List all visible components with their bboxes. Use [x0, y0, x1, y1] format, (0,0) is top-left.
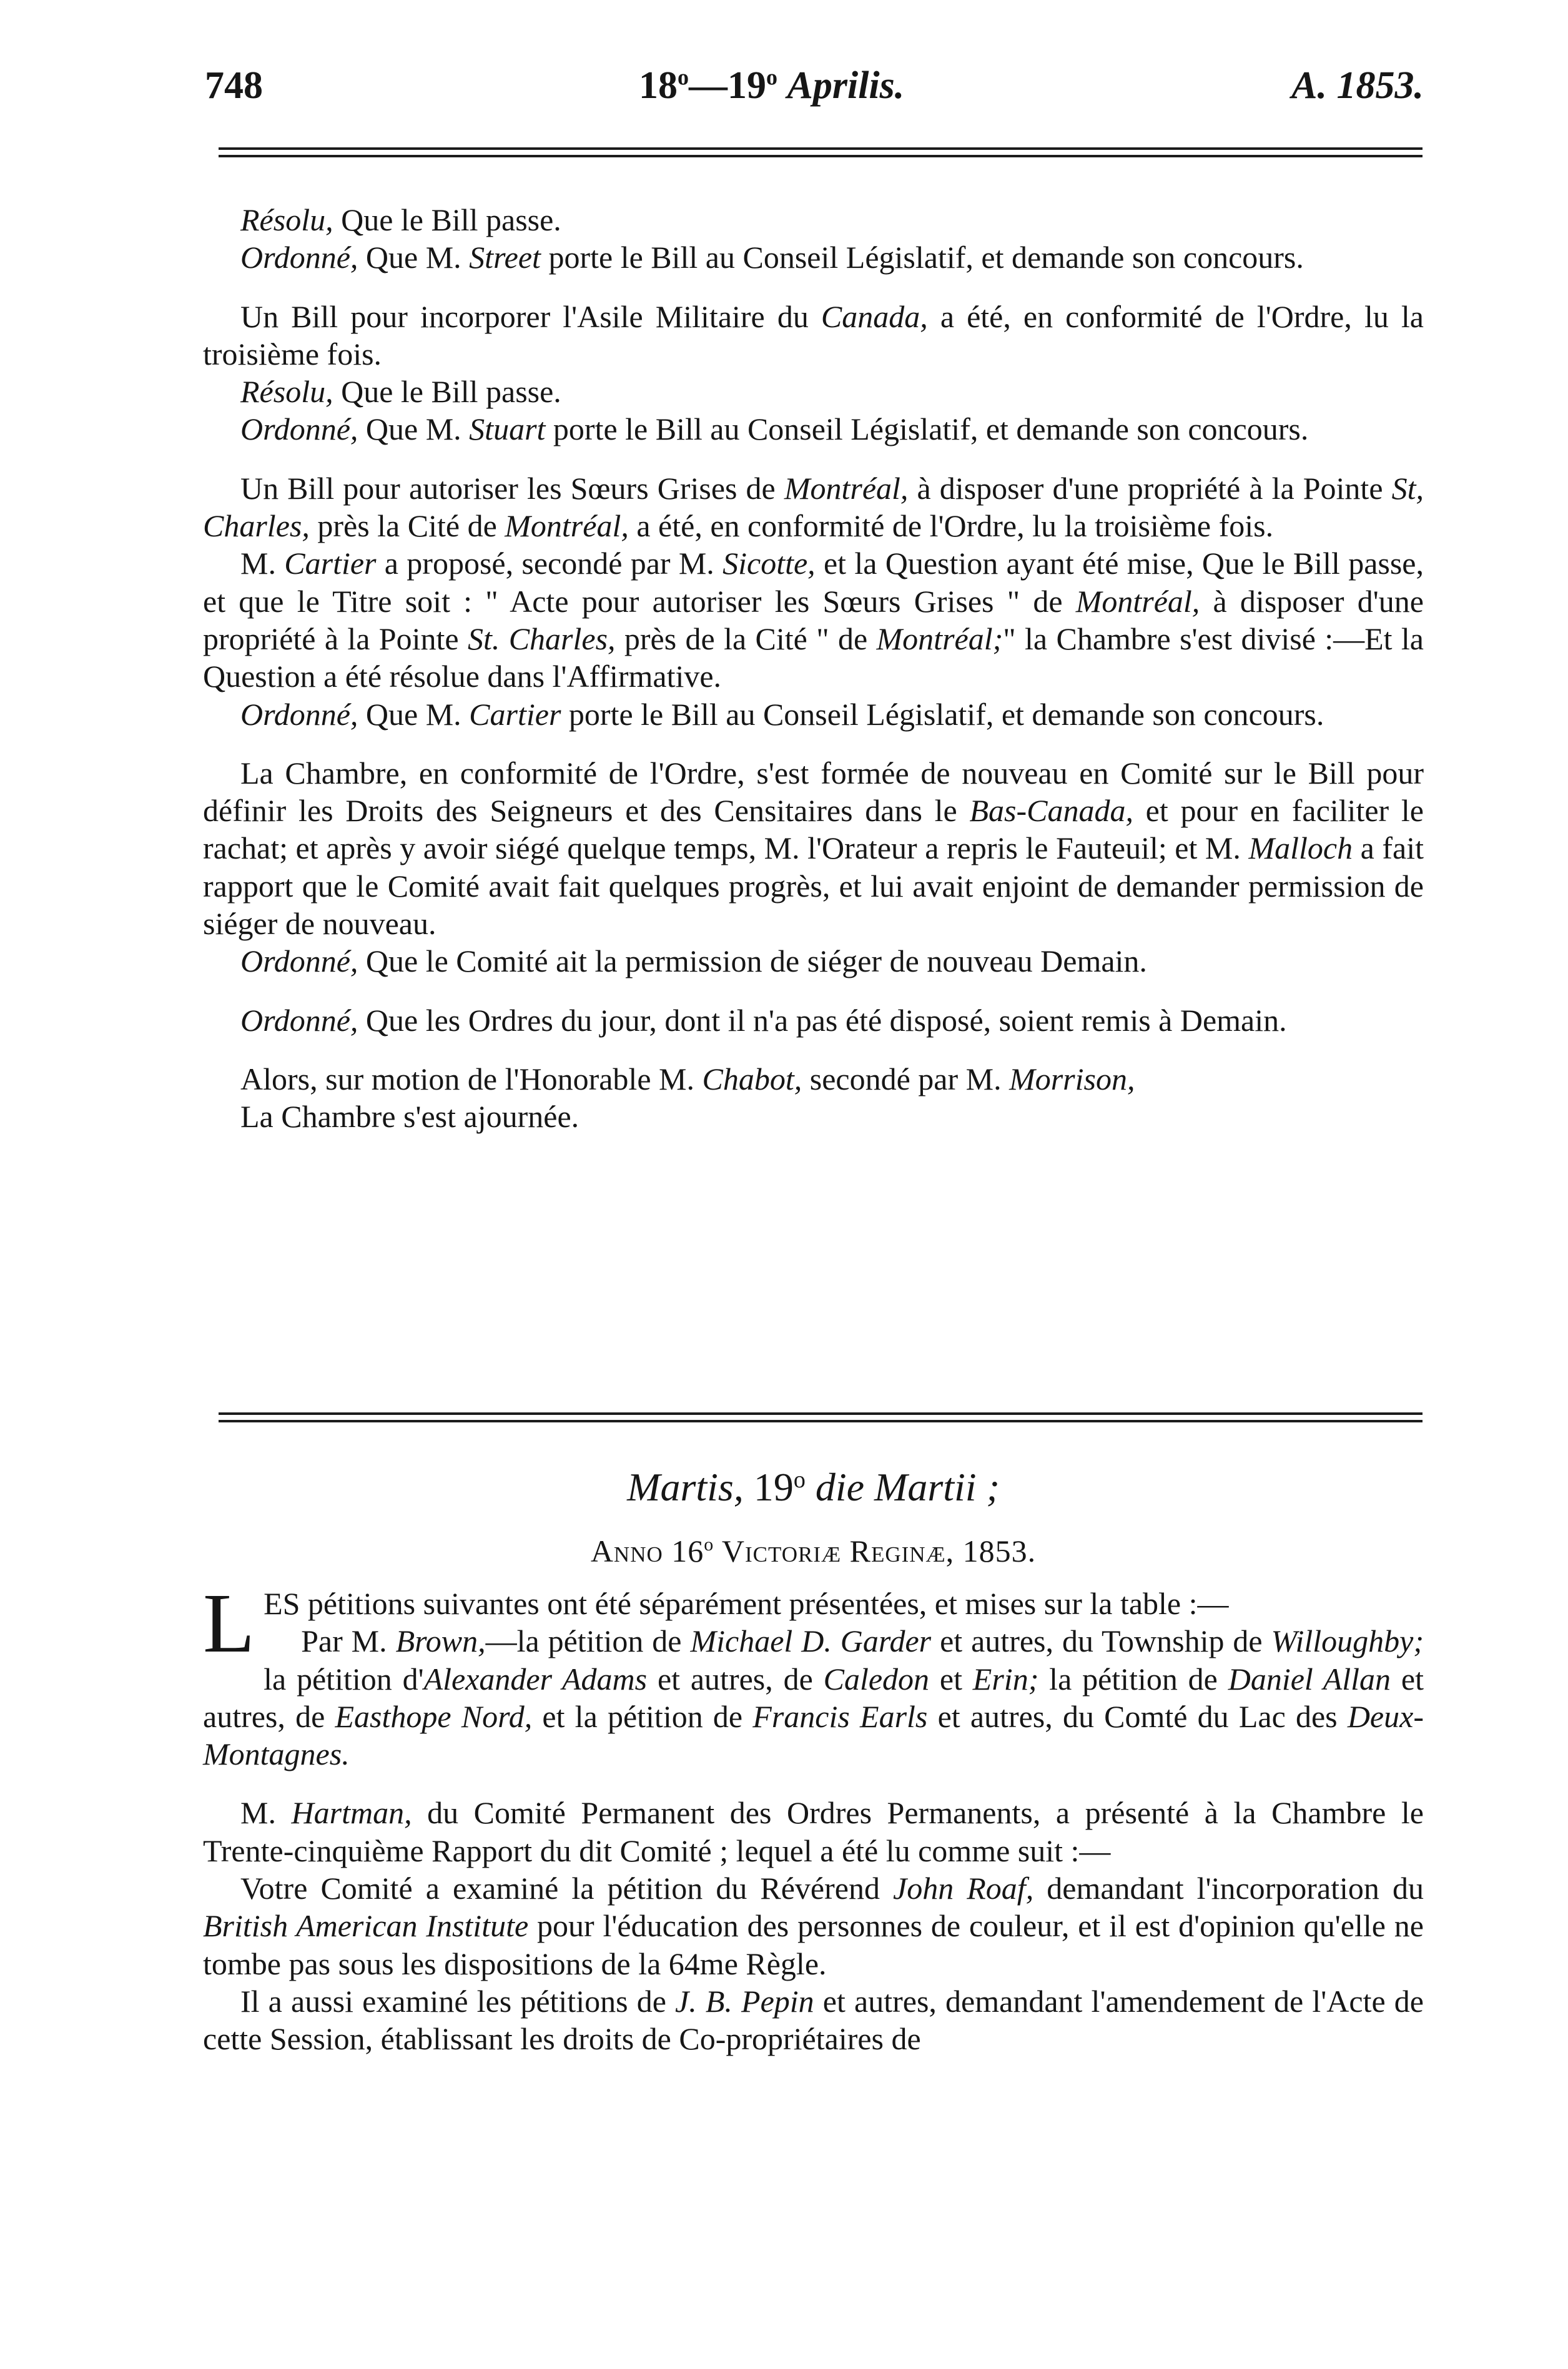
- proceedings-18-april: [203, 201, 1424, 1136]
- ordres-du-jour: Ordonné, Que les Ordres du jour, dont il n'a pas été disposé, soient remis à Demain.: [240, 1002, 1287, 1038]
- report-roaf: Votre Comité a examiné la pétition du Révérend John Roaf, demandant l'incorporation du British American Institute pour l'éducation des personnes de couleur, et il est d'opinion qu'elle ne tombe pas sous les dispositions de la 64me Règle.: [203, 1871, 1424, 1981]
- petitions-brown: Par M. Brown,—la pétition de Michael D. Garder et autres, du Township de Willoughby; la pétition d'Alexander Adams et autres, de Caledon et Erin; la pétition de Daniel Allan et autres, de Easthope Nord, et la pétition de Francis Earls et autres, du Comté du Lac des Deux-Montagnes.: [203, 1623, 1424, 1772]
- hartman-report: M. Hartman, du Comité Permanent des Ordres Permanents, a présenté à la Chambre le Trente-cinquième Rapport du dit Comité ; lequel a été lu comme suit :—: [203, 1795, 1424, 1868]
- resolu-line-2: Résolu, Que le Bill passe.: [240, 374, 561, 410]
- header-date: 18$^o$—19$^o$ Aprilis.: [639, 64, 905, 107]
- bill-soeurs-grises: Un Bill pour autoriser les Sœurs Grises de Montréal, à disposer d'une propriété à la Pointe St, Charles, près la Cité de Montréal, a été, en conformité de l'Ordre, lu la troisième fois.: [203, 470, 1424, 544]
- ordonne-line-4: Ordonné, Que le Comité ait la permission de siéger de nouveau Demain.: [240, 943, 1147, 979]
- page-header: [205, 64, 1424, 120]
- resolu-line-1: Résolu, Que le Bill passe.: [240, 202, 561, 237]
- cartier-motion: M. Cartier a proposé, secondé par M. Sicotte, et la Question ayant été mise, Que le Bill passe, et que le Titre soit : " Acte pour autoriser les Sœurs Grises " de Montréal, à disposer d'une propriété à la Pointe St. Charles, près de la Cité " de Montréal;" la Chambre s'est divisé :—Et la Question a été résolue dans l'Affirmative.: [203, 546, 1424, 694]
- day-heading: Martis, 19$^o$ die Martii ;: [627, 1465, 1000, 1509]
- proceedings-19-march: [203, 1577, 1424, 2058]
- section-rule-bottom: [219, 1420, 1423, 1422]
- section-rule-top: [219, 1412, 1423, 1415]
- page-number: 748: [205, 64, 263, 107]
- header-month: Aprilis.: [787, 64, 905, 107]
- ordonne-line-1: Ordonné, Que M. Street porte le Bill au Conseil Législatif, et demande son concours.: [240, 240, 1304, 275]
- drop-cap: L: [203, 1577, 255, 1670]
- regnal-year: Anno 16$^o$ Victoriæ Reginæ, 1853.: [590, 1534, 1037, 1569]
- ordonne-line-2: Ordonné, Que M. Stuart porte le Bill au Conseil Législatif, et demande son concours.: [240, 411, 1309, 447]
- adjournment-motion: Alors, sur motion de l'Honorable M. Chabot, secondé par M. Morrison,: [240, 1061, 1135, 1096]
- comite-seigneurs: La Chambre, en conformité de l'Ordre, s'est formée de nouveau en Comité sur le Bill pour définir les Droits des Seigneurs et des Censitaires dans le Bas-Canada, et pour en faciliter le rachat; et après y avoir siégé quelque temps, M. l'Orateur a repris le Fauteuil; et M. Malloch a fait rapport que le Comité avait fait quelques progrès, et lui avait enjoint de demander permission de siéger de nouveau.: [203, 755, 1424, 942]
- header-year: A. 1853.: [1291, 64, 1424, 107]
- header-rule-bottom: [219, 155, 1423, 157]
- ordonne-line-3: Ordonné, Que M. Cartier porte le Bill au Conseil Législatif, et demande son concours.: [240, 696, 1324, 732]
- report-pepin: Il a aussi examiné les pétitions de J. B. Pepin et autres, demandant l'amendement de l'Acte de cette Session, établissant les droits de Co-propriétaires de: [203, 1983, 1424, 2057]
- adjournment-line: La Chambre s'est ajournée.: [240, 1099, 579, 1135]
- bill-asile-militaire: Un Bill pour incorporer l'Asile Militaire du Canada, a été, en conformité de l'Ordre, lu la troisième fois.: [203, 298, 1424, 372]
- header-rule-top: [219, 147, 1423, 150]
- petitions-intro: LES pétitions suivantes ont été séparément présentées, et mises sur la table :—: [203, 1577, 1229, 1670]
